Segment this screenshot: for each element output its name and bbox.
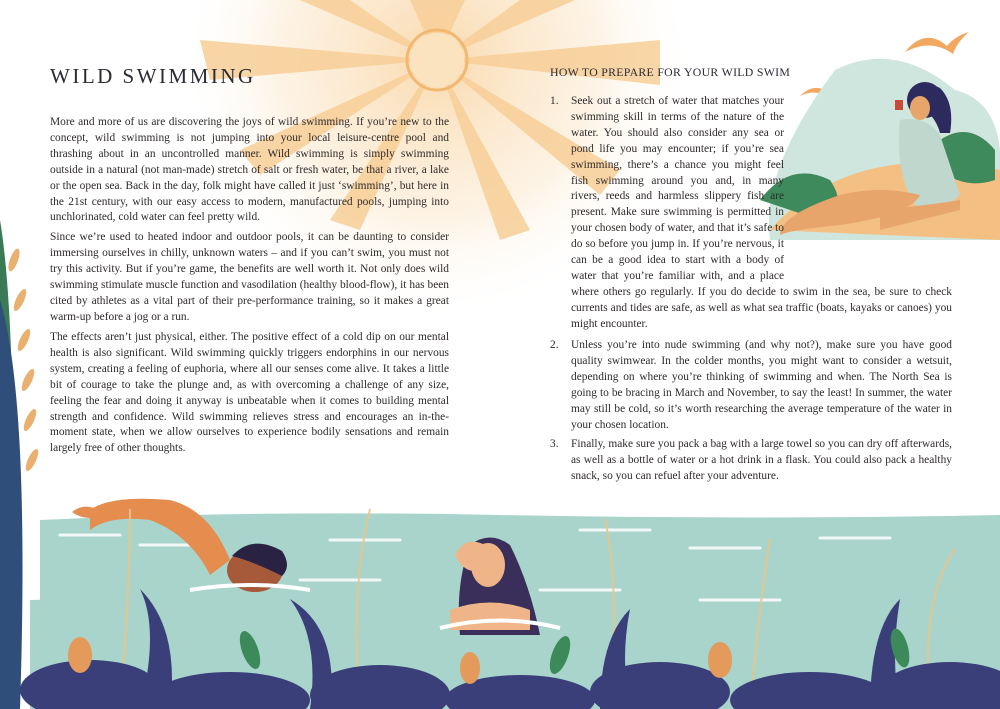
mental-health-paragraph: The effects aren’t just physical, either. The positive effect of a cold dip on our mental health is also significant. Wild swimming quickly triggers endorphins in our nervous system, creating a feeling of euphoria, where all our senses come alive. It takes a little bit of courage to take the plunge and, as with overcoming a challenge of any size, feeling the fear and doing it anyway is unbeatable when it comes to building mental strength and confidence. Wild swimming relieves stress and encourages an in-the-moment state, when we allow ourselves to experience bodily sensations and remain largely free of other thoughts.	[50, 331, 449, 455]
list-item-number: 2.	[550, 339, 559, 351]
list-item-text: Seek out a stretch of water that matches your swimming skill in terms of the nature of the water. You should also consider any sea or pond life you may encounter; if you’re sea swimming, there’s a chance you might feel fish swimming around you and, in many rivers, reeds and harmless slippery fish are present. Make sure swimming is permitted in your chosen body of water, and that it’s safe to do so before you jump in. If you’re nervous, it can be a good idea to start with a body of water that you’re familiar with, and a place where others go regularly. If you do decide to swim in the sea, be sure to check currents and tides are safe, as well as what sea traffic (boats, kayaks or canoes) you might encounter.	[571, 95, 952, 330]
intro-paragraph: More and more of us are discovering the joys of wild swimming. If you’re new to the concept, wild swimming is not jumping into your local leisure-centre pool and thrashing about in an uncontrolled manner. Wild swimming is simply swimming outside in a natural (not man-made) stretch of salt or fresh water, be that a river, a lake or the open sea. Back in the day, folk might have called it just ‘swimming’, but here in the 21st century, with our easy access to modern, manufactured pools, jumping into unchlorinated, cold water can feel pretty wild.	[50, 116, 449, 224]
page-title: WILD SWIMMING	[50, 64, 256, 88]
list-item-number: 1.	[550, 95, 559, 107]
list-item-text: Unless you’re into nude swimming (and why not?), make sure you have good quality swimwear. In the colder months, you might want to consider a wetsuit, depending on where you’re thinking of swimming and when. The North Sea is going to be bracing in March and November, to say the least! In summer, the water may still be cold, so it’s worth researching the average temperature of the water in your chosen location.	[571, 339, 952, 431]
benefits-paragraph: Since we’re used to heated indoor and outdoor pools, it can be daunting to consider immersing ourselves in chilly, unknown waters – and if you can’t swim, you must not try this activity. But if you’re game, the benefits are well worth it. Not only does wild swimming stimulate muscle function and vasodilation (healthy blood-flow), it has been cited by athletes as a vital part of their pre-performance training, so it makes a great warm-up before a jog or a run.	[50, 231, 449, 323]
bird-icon	[905, 32, 969, 54]
section-heading: HOW TO PREPARE FOR YOUR WILD SWIM	[550, 65, 791, 79]
list-item-text: Finally, make sure you pack a bag with a large towel so you can dry off afterwards, as well as a bottle of water or a hot drink in a flask. You could also pack a healthy snack, so you can refuel after your adventure.	[571, 438, 952, 482]
list-item-number: 3.	[550, 438, 559, 450]
